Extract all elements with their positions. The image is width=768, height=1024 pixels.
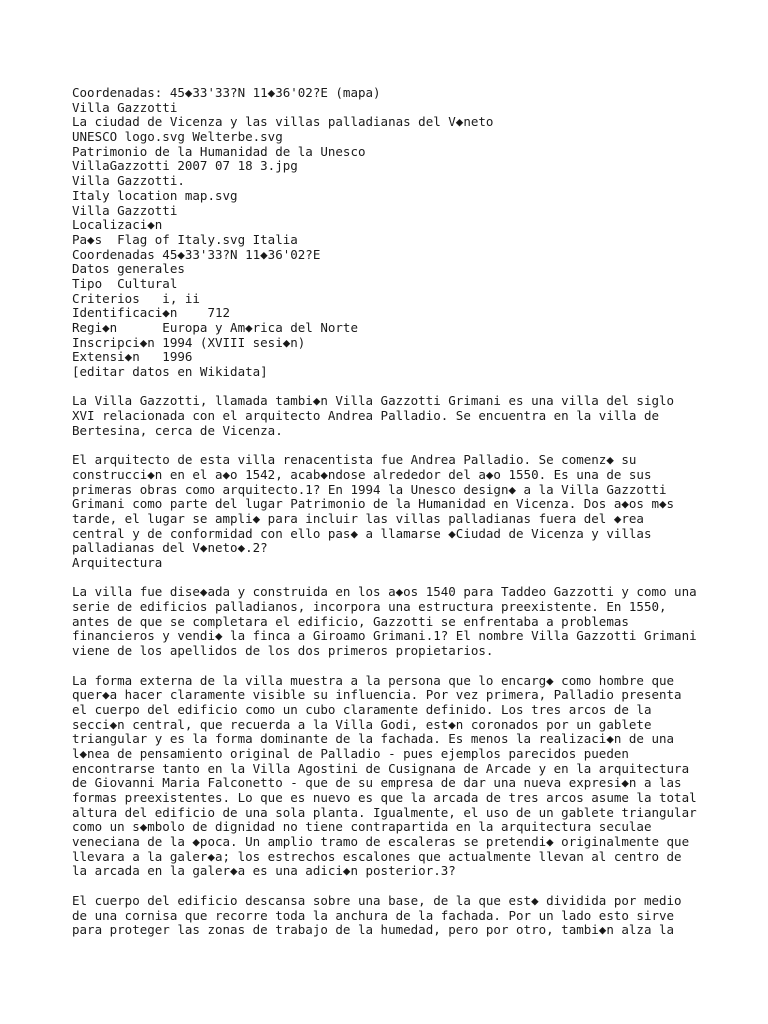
infobox-line: Regi◆n Europa y Am◆rica del Norte	[72, 320, 358, 335]
paragraph-line: viene de los apellidos de los dos primeros propietarios.	[72, 643, 494, 659]
paragraph	[72, 585, 712, 658]
paragraph-line: altura del edificio de una sola planta. Igualmente, el uso de un gablete triangular	[72, 804, 697, 820]
infobox-text-block	[72, 86, 712, 380]
paragraph-line: de Giovanni Maria Falconetto - que de su empresa de dar una nueva expresi◆n a las	[72, 775, 682, 791]
infobox-line: UNESCO logo.svg Welterbe.svg	[72, 129, 283, 145]
infobox-line: Tipo Cultural	[72, 275, 178, 291]
paragraph-line: Grimani como parte del lugar Patrimonio de la Humanidad en Vicenza. Dos a◆os m◆s	[72, 496, 675, 512]
paragraph-line: primeras obras como arquitecto.1? En 1994 la Unesco design◆ a la Villa Gazzotti	[72, 481, 667, 497]
paragraph	[72, 453, 712, 571]
paragraph-line: central y de conformidad con ello pas◆ a llamarse ◆Ciudad de Vicenza y villas	[72, 525, 652, 541]
infobox-line: Criterios i, ii	[72, 290, 200, 306]
paragraph-line: de una cornisa que recorre toda la anchura de la fachada. Por un lado esto sirve	[72, 907, 675, 923]
paragraph-line: Bertesina, cerca de Vicenza.	[72, 422, 283, 438]
infobox-line: Localizaci◆n	[72, 217, 163, 233]
paragraph-line: secci◆n central, que recuerda a la Villa Godi, est◆n coronados por un gablete	[72, 716, 652, 732]
infobox-line: La ciudad de Vicenza y las villas palladianas del V◆neto	[72, 114, 494, 130]
infobox-line: Inscripci◆n 1994 (XVIII sesi◆n)	[72, 334, 306, 350]
paragraph-line: quer◆a hacer claramente visible su influencia. Por vez primera, Palladio presenta	[72, 687, 682, 703]
paragraph-line: palladianas del V◆neto◆.2?	[72, 540, 268, 556]
paragraph-line: la arcada en la galer◆a es una adici◆n posterior.3?	[72, 863, 456, 879]
paragraph-line: el cuerpo del edificio como un cubo claramente definido. Los tres arcos de la	[72, 701, 652, 717]
paragraph-line: financieros y vendi◆ la finca a Giroamo Grimani.1? El nombre Villa Gazzotti Grimani	[72, 628, 697, 644]
paragraph-line: La Villa Gazzotti, llamada tambi◆n Villa Gazzotti Grimani es una villa del siglo	[72, 393, 675, 409]
infobox-line: Coordenadas: 45◆33'33?N 11◆36'02?E (mapa)	[72, 85, 381, 100]
paragraph-line: como un s◆mbolo de dignidad no tiene contrapartida en la arquitectura seculae	[72, 819, 652, 835]
paragraph-line: veneciana de la ◆poca. Un amplio tramo de escaleras se pretendi◆ originalmente que	[72, 834, 690, 850]
paragraph-line: serie de edificios palladianos, incorpora una estructura preexistente. En 1550,	[72, 599, 667, 615]
paragraph-line: tarde, el lugar se ampli◆ para incluir las villas palladianas fuera del ◆rea	[72, 510, 644, 526]
infobox-line: Villa Gazzotti	[72, 202, 178, 218]
document-page	[72, 86, 712, 938]
paragraph-line: La villa fue dise◆ada y construida en los a◆os 1540 para Taddeo Gazzotti y como una	[72, 584, 697, 600]
infobox-line: Villa Gazzotti.	[72, 173, 185, 189]
paragraph-line: llevara a la galer◆a; los estrechos escalones que actualmente llevan al centro de	[72, 848, 682, 864]
paragraph-line: El cuerpo del edificio descansa sobre una base, de la que est◆ dividida por medio	[72, 892, 682, 908]
paragraph-line: triangular y es la forma dominante de la fachada. Es menos la realizaci◆n de una	[72, 731, 675, 747]
paragraph-line: para proteger las zonas de trabajo de la humedad, pero por otro, tambi◆n alza la	[72, 922, 675, 938]
infobox-line: Coordenadas 45◆33'33?N 11◆36'02?E	[72, 246, 321, 262]
paragraph-line: XVI relacionada con el arquitecto Andrea Palladio. Se encuentra en la villa de	[72, 408, 659, 424]
article-body	[72, 394, 712, 937]
infobox-line: Extensi◆n 1996	[72, 349, 193, 365]
infobox-line: Pa◆s Flag of Italy.svg Italia	[72, 231, 298, 247]
paragraph	[72, 674, 712, 880]
infobox-line: [editar datos en Wikidata]	[72, 364, 268, 380]
paragraph-line: formas preexistentes. Lo que es nuevo es que la arcada de tres arcos asume la total	[72, 790, 697, 805]
paragraph-line: La forma externa de la villa muestra a la persona que lo encarg◆ como hombre que	[72, 672, 675, 688]
paragraph-line: Arquitectura	[72, 555, 163, 570]
infobox-line: Datos generales	[72, 261, 185, 277]
paragraph-line: construcci◆n en el a◆o 1542, acab◆ndose alrededor del a◆o 1550. Es una de sus	[72, 466, 652, 482]
infobox-line: VillaGazzotti 2007 07 18 3.jpg	[72, 158, 298, 174]
paragraph-line: encontrarse tanto en la Villa Agostini de Cusignana de Arcade y en la arquitectura	[72, 760, 690, 776]
paragraph	[72, 894, 712, 938]
infobox-line: Identificaci◆n 712	[72, 305, 231, 321]
paragraph-line: El arquitecto de esta villa renacentista fue Andrea Palladio. Se comenz◆ su	[72, 452, 637, 468]
paragraph-line: antes de que se completara el edificio, Gazzotti se enfrentaba a problemas	[72, 613, 629, 629]
infobox-line: Italy location map.svg	[72, 187, 238, 203]
infobox-line: Patrimonio de la Humanidad de la Unesco	[72, 143, 366, 159]
paragraph	[72, 394, 712, 438]
paragraph-line: l◆nea de pensamiento original de Palladio - pues ejemplos parecidos pueden	[72, 745, 629, 761]
infobox-line: Villa Gazzotti	[72, 99, 178, 115]
